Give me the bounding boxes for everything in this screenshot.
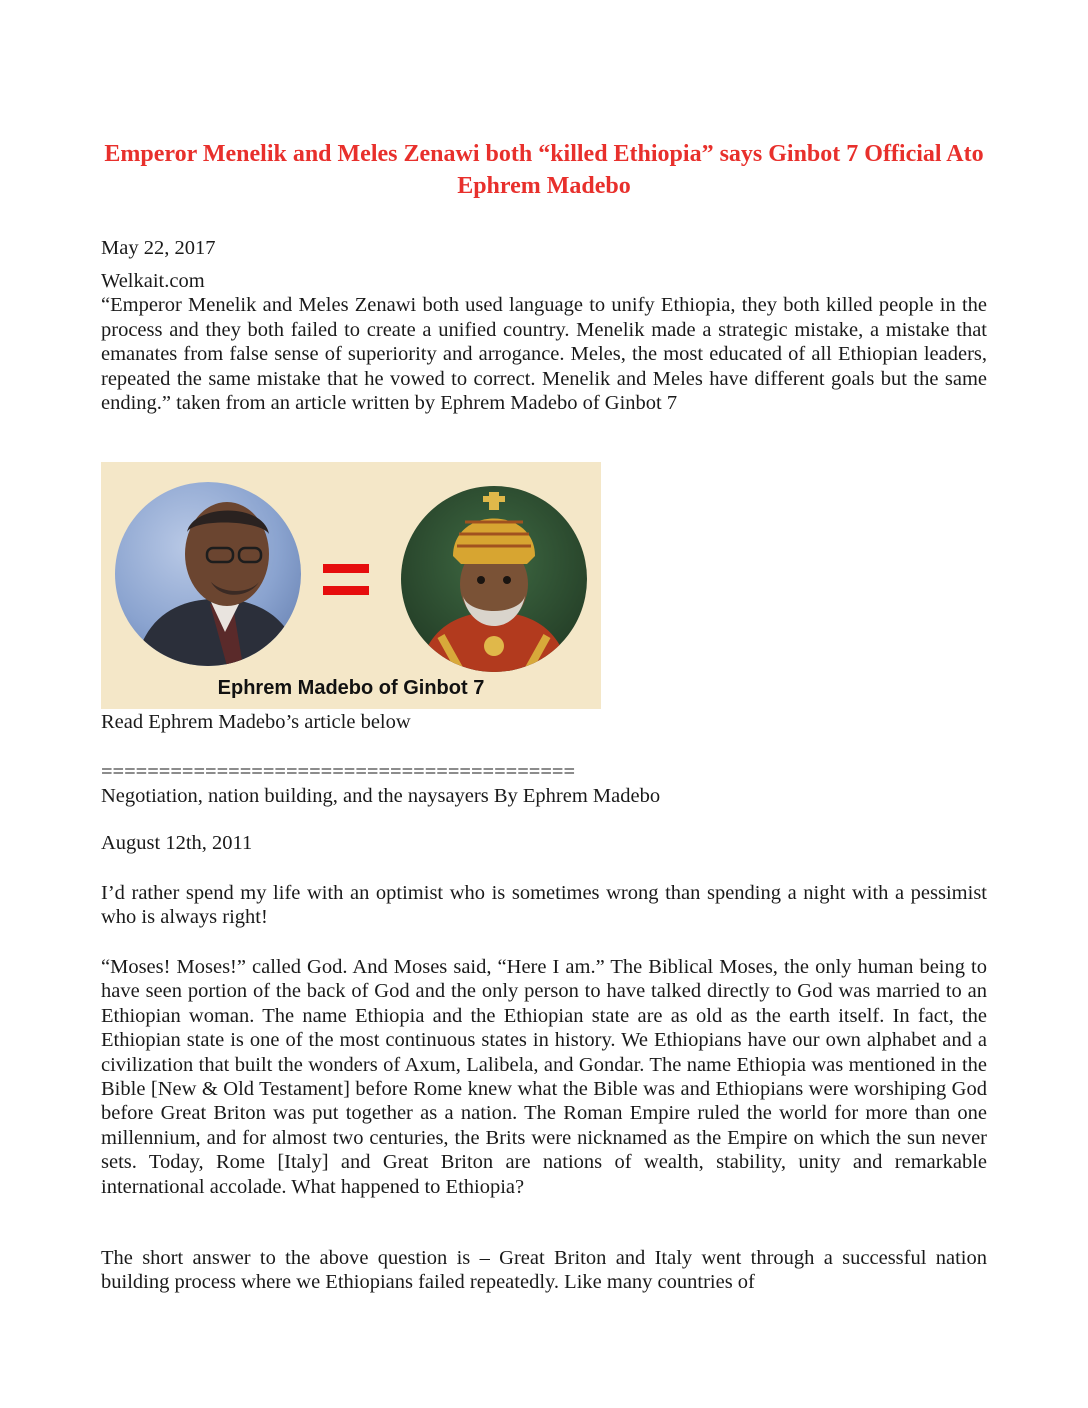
meles-portrait-illustration bbox=[115, 482, 301, 666]
menelik-portrait bbox=[401, 486, 587, 672]
separator-line: ========================================= bbox=[101, 761, 576, 783]
article-date: May 22, 2017 bbox=[101, 237, 216, 259]
read-below-line: Read Ephrem Madebo’s article below bbox=[101, 711, 411, 733]
source-label: Welkait.com bbox=[101, 270, 205, 292]
equals-sign bbox=[323, 562, 369, 598]
paragraph-2: “Moses! Moses!” called God. And Moses said, “Here I am.” The Biblical Moses, the only human being to have seen portion of the back of God and the only person to have talked directly to God was married to an Ethiopian woman. The name Ethiopia and the Ethiopian state are as old as the earth itself. In fact, the Ethiopian state is one of the most continuous states in history. We Ethiopians have our own alphabet and a civilization that built the wonders of Axum, Lalibela, and Gondar. The name Ethiopia was mentioned in the Bible [New & Old Testament] before Rome knew what the Bible was and Ethiopians were worshiping God before Great Briton was put together as a nation. The Roman Empire ruled the world for more than one millennium, and for almost two centuries, the Brits were nicknamed as the Empire on which the sun never sets. Today, Rome [Italy] and Great Briton are nations of wealth, stability, unity and remarkable international accolade. What happened to Ethiopia? bbox=[101, 956, 987, 1198]
comparison-image bbox=[101, 462, 601, 709]
paragraph-1: I’d rather spend my life with an optimist who is sometimes wrong than spending a night with a pessimist who is always right! bbox=[101, 882, 987, 929]
article-title: Emperor Menelik and Meles Zenawi both “killed Ethiopia” says Ginbot 7 Official Ato Ephrem Madebo bbox=[104, 141, 984, 199]
source-and-quote bbox=[101, 269, 987, 415]
quote-paragraph: “Emperor Menelik and Meles Zenawi both used language to unify Ethiopia, they both killed people in the process and they both failed to create a unified country. Menelik made a strategic mistake, a mistake that emanates from false sense of superiority and arrogance. Meles, the most educated of all Ethiopian leaders, repeated the same mistake that he vowed to correct. Menelik and Meles have different goals but the same ending.” taken from an article written by Ephrem Madebo of Ginbot 7 bbox=[101, 294, 987, 415]
image-caption: Ephrem Madebo of Ginbot 7 bbox=[217, 677, 485, 699]
paragraph-3: The short answer to the above question is – Great Briton and Italy went through a successful nation building process where we Ethiopians failed repeatedly. Like many countries of bbox=[101, 1247, 987, 1294]
sub-article-title: Negotiation, nation building, and the naysayers By Ephrem Madebo bbox=[101, 785, 661, 807]
sub-article-date: August 12th, 2011 bbox=[101, 832, 253, 854]
meles-portrait bbox=[115, 482, 301, 666]
menelik-portrait-illustration bbox=[401, 486, 587, 672]
